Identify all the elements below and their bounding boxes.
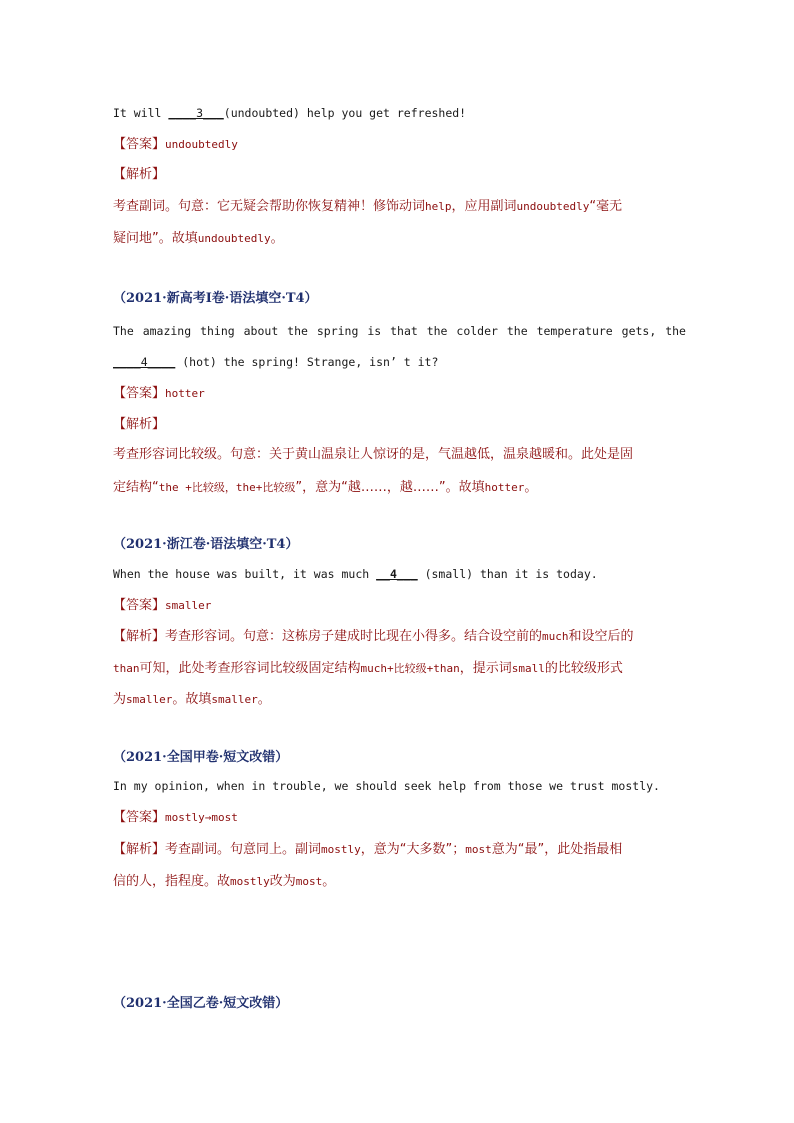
answer-value: smaller: [165, 599, 212, 612]
analysis-text: [113, 841, 683, 858]
analysis-fragment: 考查副词。句意：它无疑会帮助你恢复精神！修饰动词: [113, 199, 426, 214]
analysis-fragment: 。故填: [172, 692, 212, 707]
analysis-fragment: 和设空后的: [568, 629, 634, 644]
answer-blank: ____3___: [168, 106, 224, 120]
analysis-fragment: 。: [524, 480, 538, 495]
question-text: (undoubted) help you get refreshed!: [223, 106, 467, 120]
question-text: When the house was built, it was much: [113, 567, 377, 581]
question-text: (hot) the spring! Strange, isn’ t it?: [175, 355, 439, 369]
analysis-fragment: 考查副词。句意同上。副词: [165, 842, 322, 857]
answer-value: undoubtedly: [165, 138, 238, 151]
question-text: The amazing thing about the spring is that the colder the temperature gets, the: [113, 324, 686, 338]
analysis-fragment: 考查形容词。句意：这栋房子建成时比现在小得多。结合设空前的: [165, 629, 543, 644]
analysis-fragment: much: [542, 630, 569, 643]
analysis-fragment: undoubtedly: [197, 232, 271, 245]
analysis-tag: 【解析】: [113, 417, 166, 432]
answer-tag: 【答案】: [113, 810, 166, 825]
analysis-fragment: small: [511, 662, 545, 675]
section-heading: （2021·新高考Ⅰ卷·语法填空·T4）: [113, 291, 318, 306]
analysis-fragment: than: [113, 662, 140, 675]
section-heading: （2021·浙江卷·语法填空·T4）: [113, 537, 299, 552]
answer-tag: 【答案】: [113, 386, 166, 401]
answer-line: [113, 809, 683, 826]
analysis-fragment: “毫无: [589, 199, 623, 214]
analysis-text: [113, 230, 683, 247]
analysis-fragment: hotter: [484, 481, 525, 494]
analysis-fragment: 的比较级形式: [544, 661, 623, 676]
analysis-fragment: ，意为“大多数”；: [360, 842, 466, 857]
question-text: In my opinion, when in trouble, we should seek help from those we trust mostly.: [113, 779, 660, 793]
analysis-text: 考查形容词比较级。句意：关于黄山温泉让人惊讶的是，气温越低，温泉越暖和。此处是固: [113, 447, 634, 462]
analysis-text: [113, 660, 683, 677]
analysis-text: [113, 628, 683, 645]
analysis-fragment: 。: [257, 692, 271, 707]
analysis-fragment: 信的人，指程度。故: [113, 874, 231, 889]
analysis-fragment: most: [295, 875, 323, 888]
analysis-fragment: much+比较级+than: [360, 662, 460, 675]
analysis-fragment: help: [425, 200, 452, 213]
question-4: [113, 566, 683, 582]
analysis-fragment: ”，意为“越……，越……”。故填: [295, 480, 485, 495]
analysis-fragment: 定结构“: [113, 480, 159, 495]
answer-value: hotter: [165, 387, 205, 400]
answer-value: mostly→most: [165, 811, 238, 824]
analysis-text: [113, 873, 683, 890]
analysis-fragment: ，提示词: [459, 661, 512, 676]
answer-tag: 【答案】: [113, 137, 166, 152]
analysis-fragment: mostly: [230, 875, 270, 888]
analysis-fragment: 改为: [269, 874, 296, 889]
analysis-text: [113, 691, 683, 708]
analysis-fragment: most: [465, 843, 492, 856]
analysis-fragment: ，应用副词: [451, 199, 517, 214]
analysis-fragment: mostly: [321, 843, 361, 856]
analysis-fragment: undoubtedly: [516, 200, 590, 213]
answer-blank: __4___: [376, 567, 418, 581]
analysis-fragment: smaller: [211, 693, 258, 706]
analysis-fragment: 意为“最”，此处指最相: [491, 842, 623, 857]
answer-line: [113, 597, 683, 614]
analysis-fragment: 。: [270, 231, 284, 246]
analysis-fragment: smaller: [126, 693, 173, 706]
section-heading: （2021·全国乙卷·短文改错）: [113, 996, 289, 1011]
analysis-tag: 【解析】: [113, 629, 166, 644]
analysis-fragment: 疑问地”。故填: [113, 231, 198, 246]
question-3: [113, 105, 683, 121]
analysis-fragment: the +比较级，the+比较级: [158, 481, 296, 494]
analysis-text: [113, 479, 683, 496]
analysis-tag-line: [113, 416, 683, 433]
question-text: It will: [113, 106, 169, 120]
analysis-fragment: 为: [113, 692, 127, 707]
answer-blank: ____4____: [113, 355, 176, 369]
analysis-tag: 【解析】: [113, 167, 166, 182]
answer-line: [113, 385, 683, 402]
answer-line: [113, 136, 683, 153]
analysis-fragment: 。: [322, 874, 336, 889]
question-4: [113, 354, 683, 370]
analysis-tag-line: [113, 166, 683, 183]
answer-tag: 【答案】: [113, 598, 166, 613]
analysis-text: [113, 198, 683, 215]
section-heading: （2021·全国甲卷·短文改错）: [113, 750, 289, 765]
question-text: (small) than it is today.: [417, 567, 598, 581]
analysis-fragment: 可知，此处考查形容词比较级固定结构: [139, 661, 361, 676]
analysis-tag: 【解析】: [113, 842, 166, 857]
